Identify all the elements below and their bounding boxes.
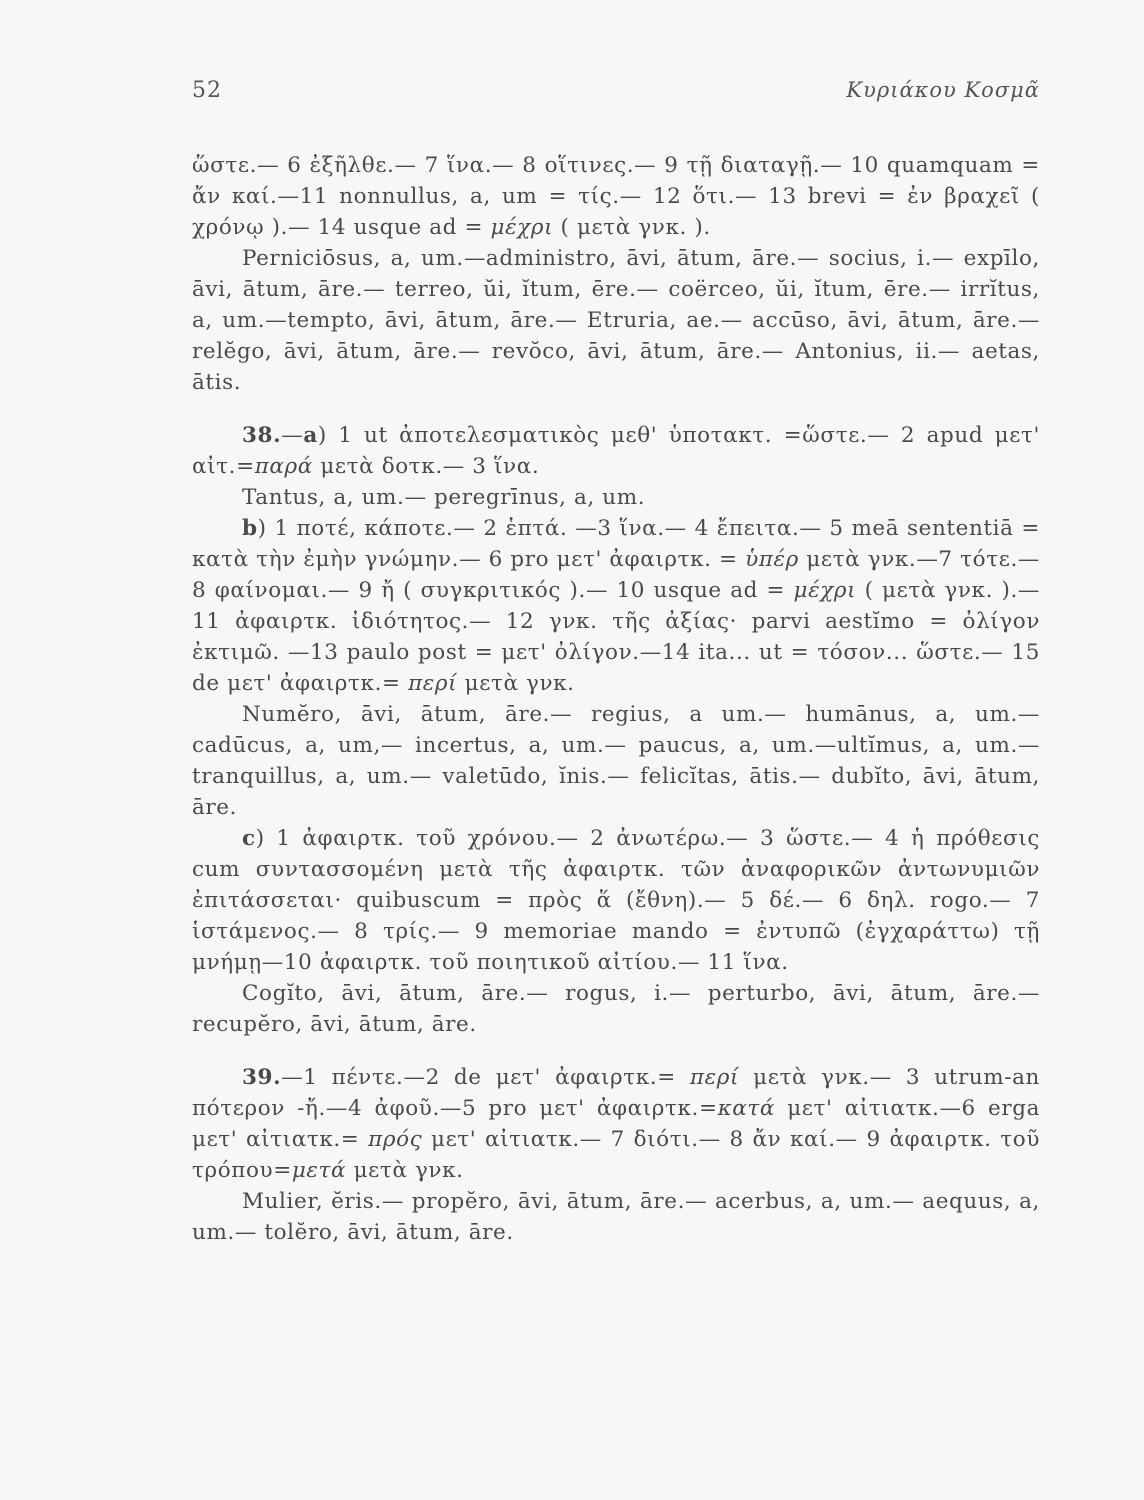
text-run: Numĕro, āvi, ātum, āre.— regius, a um.— humānus, a, um.— cadūcus, a, um,— incertus, a, um.— paucus, a, um.—ultĭmus, a, um.— tranquillus, a, um.— valetūdo, ĭnis.— felicĭtas, ātis.— dubĭto, āvi, ātum, āre.: [192, 702, 1040, 820]
text-run: μετ' αἰτιατκ.— 7 διότι.— 8 ἄν καί.— 9 ἀφαιρτκ. τοῦ τρόπου=: [192, 1127, 1040, 1183]
text-run: —1 πέντε.—2 de μετ' ἀφαιρτκ.=: [281, 1065, 690, 1090]
italic-term: πρός: [368, 1127, 423, 1152]
text-run: ( μετὰ γνκ. ).: [553, 215, 711, 240]
text-run: —: [281, 423, 304, 448]
italic-term: περί: [689, 1065, 740, 1090]
section-marker: b: [242, 516, 258, 541]
italic-term: μετά: [291, 1158, 347, 1183]
paragraph-p4: [192, 482, 1040, 513]
text-run: μετὰ δοτκ.— 3 ἵνα.: [312, 454, 540, 479]
text-run: ) 1 ποτέ, κάποτε.— 2 ἑπτά. —3 ἵνα.— 4 ἔπειτα.— 5 meā sententiā = κατὰ τὴν ἐμὴν γνώμην.— 6 pro μετ' ἀφαιρτκ. =: [192, 516, 1040, 572]
paragraph-p1: [192, 150, 1040, 243]
text-run: ὥστε.— 6 ἐξῆλθε.— 7 ἵνα.— 8 οἵτινες.— 9 τῇ διαταγῇ.— 10 quamquam = ἄν καί.—11 nonnullus, a, um = τίς.— 12 ὅτι.— 13 brevi = ἐν βραχεῖ ( χρόνῳ ).— 14 usque ad =: [192, 153, 1040, 240]
text-run: Cogĭto, āvi, ātum, āre.— rogus, i.— perturbo, āvi, ātum, āre.— recupĕro, āvi, ātum, āre.: [192, 981, 1040, 1037]
italic-term: ὑπέρ: [745, 547, 799, 572]
paragraph-p6: [192, 699, 1040, 823]
paragraph-p2: [192, 243, 1040, 398]
text-run: ( μετὰ γνκ. ).—11 ἀφαιρτκ. ἰδιότητος.— 12 γνκ. τῆς ἀξίας· parvi aestĭmo = ὀλίγον ἐκτιμῶ. —13 paulo post = μετ' ὀλίγον.—14 ita... ut = τόσον... ὥστε.— 15 de μετ' ἀφαιρτκ.=: [192, 578, 1040, 696]
page-header: [192, 78, 1040, 108]
paragraph-gap: [192, 398, 1040, 420]
text-run: ) 1 ἀφαιρτκ. τοῦ χρόνου.— 2 ἀνωτέρω.— 3 ὥστε.— 4 ἡ πρόθεσις cum συντασσομένη μετὰ τῆς ἀφαιρτκ. τῶν ἀναφορικῶν ἀντωνυμιῶν ἐπιτάσσεται· quibuscum = πρὸς ἅ (ἔθνη).— 5 δέ.— 6 δηλ. rogo.— 7 ἱστάμενος.— 8 τρίς.— 9 memoriae mando = ἐντυπῶ (ἐγχαράττω) τῇ μνήμῃ—10 ἀφαιρτκ. τοῦ ποιητικοῦ αἰτίου.— 11 ἵνα.: [192, 826, 1040, 975]
italic-term: παρά: [254, 454, 313, 479]
text-run: μετὰ γνκ.—7 τότε.— 8 φαίνομαι.— 9 ἤ ( συγκριτικός ).— 10 usque ad =: [192, 547, 1040, 603]
paragraph-p10: [192, 1186, 1040, 1248]
text-run: μετὰ γνκ.— 3 utrum-an πότερον -ἤ.—4 ἀφοῦ.—5 pro μετ' ἀφαιρτκ.=: [192, 1065, 1040, 1121]
section-marker: 39.: [242, 1065, 282, 1090]
paragraph-p7: [192, 823, 1040, 978]
body-text: [192, 150, 1040, 1248]
paragraph-p8: [192, 978, 1040, 1040]
paragraph-p9: [192, 1062, 1040, 1186]
section-marker: 38.: [242, 423, 282, 448]
text-run: μετὰ γνκ.: [346, 1158, 464, 1183]
page-number: 52: [192, 78, 222, 103]
paragraph-p5: [192, 513, 1040, 699]
section-marker: c: [242, 826, 256, 851]
text-run: μετ' αἰτιατκ.—6 erga μετ' αἰτιατκ.=: [192, 1096, 1040, 1152]
text-run: Tantus, a, um.— peregrīnus, a, um.: [242, 485, 646, 510]
running-title: Κυριάκου Κοσμᾶ: [846, 78, 1040, 102]
paragraph-gap: [192, 1040, 1040, 1062]
text-run: Mulier, ĕris.— propĕro, āvi, ātum, āre.— acerbus, a, um.— aequus, a, um.— tolĕro, āvi, ātum, āre.: [192, 1189, 1040, 1245]
paragraph-p3: [192, 420, 1040, 482]
italic-term: μέχρι: [793, 578, 857, 603]
italic-term: μέχρι: [490, 215, 554, 240]
text-run: ) 1 ut ἀποτελεσματικὸς μεθ' ὑποτακτ. =ὥστε.— 2 apud μετ' αἰτ.=: [192, 423, 1040, 479]
italic-term: κατά: [717, 1096, 776, 1121]
section-marker: a: [303, 423, 318, 448]
text-run: μετὰ γνκ.: [457, 671, 575, 696]
italic-term: περί: [408, 671, 458, 696]
text-run: Perniciōsus, a, um.—administro, āvi, ātum, āre.— socius, i.— expīlo, āvi, ātum, āre.— terreo, ŭi, ĭtum, ēre.— coërceo, ŭi, ĭtum, ēre.— irrĭtus, a, um.—tempto, āvi, ātum, āre.— Etruria, ae.— accūso, āvi, ātum, āre.— relĕgo, āvi, ātum, āre.— revŏco, āvi, ātum, āre.— Antonius, ii.— aetas, ātis.: [192, 246, 1040, 395]
